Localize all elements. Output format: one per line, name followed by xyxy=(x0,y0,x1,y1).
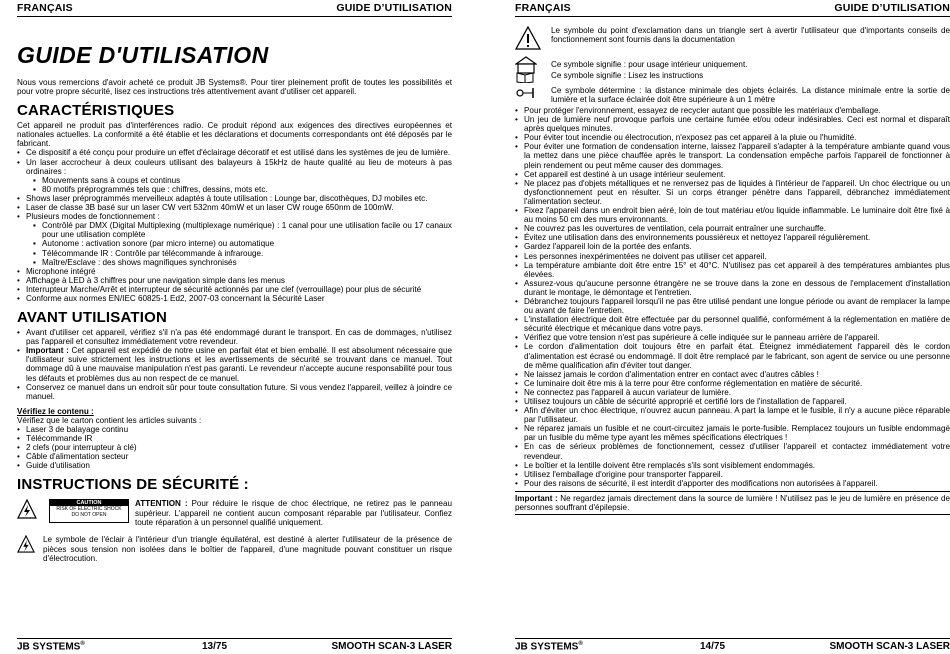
footer-page: 14/75 xyxy=(700,641,726,652)
heading-securite: INSTRUCTIONS DE SÉCURITÉ : xyxy=(17,476,249,494)
list-item: • Ne réparez jamais un fusible et ne court-circuitez jamais le porte-fusible. Remplacez toujours un fusible endommagé par un fusible du même type ayant les mêmes spécifications électriques ! xyxy=(515,424,950,442)
read-text: Ce symbole signifie : Lisez les instructions xyxy=(551,71,704,80)
list-item: • Assurez-vous qu'aucune personne étrangère ne se trouve dans la zone en dessous de l'emplacement d'installation durant le montage, le démontage et l'entretien. xyxy=(515,279,950,297)
important-label: Important : xyxy=(26,346,69,356)
list-item: • Ne laissez jamais le cordon d'alimentation entrer en contact avec d'autres câbles ! xyxy=(515,370,950,379)
list-item: • Utilisez toujours un câble de sécurité approprié et certifié lors de l'installation de l'appareil. xyxy=(515,397,950,406)
footer-model: SMOOTH SCAN-3 LASER xyxy=(331,641,452,652)
list-item: • Guide d'utilisation xyxy=(17,461,452,470)
list-item: • Afin d'éviter un choc électrique, n'ouvrez aucun panneau. A part la lampe et le fusible, il n'y a aucune pièce réparable par l'utilisateur. xyxy=(515,406,950,424)
list-item: • Fixez l'appareil dans un endroit bien aéré, loin de tout matériau et/ou liquide inflammable. Le luminaire doit être fixé à au moins 50 cm des murs environnants. xyxy=(515,206,950,224)
footer-rule xyxy=(17,638,452,639)
list-item: • Pour éviter une formation de condensation interne, laissez l'appareil s'adapter à la température ambiante quand vous la mettez dans une pièce chauffée après le transport. La condensation empêche parfois l'appareil de fonctionner à plein rendement ou peut même causer des dommages. xyxy=(515,142,950,169)
list-item: • Laser 3 de balayage continu xyxy=(17,425,452,434)
left-page xyxy=(12,0,452,654)
list-item: • L'installation électrique doit être effectuée par du personnel qualifié, conformément à la réglementation en matière de sécurité électrique et mécanique dans votre pays. xyxy=(515,315,950,333)
left-content xyxy=(17,42,452,565)
list-item: • Ne couvrez pas les ouvertures de ventilation, cela pourrait entraîner une surchauffe. xyxy=(515,224,950,233)
list-item: • Les personnes inexpérimentées ne doivent pas utiliser cet appareil. xyxy=(515,252,950,261)
list-item: • Ce dispositif a été conçu pour produire un effet d'éclairage décoratif et est utilisé dans les systèmes de jeu de lumière. xyxy=(17,148,452,157)
list-item: • Conforme aux normes EN/IEC 60825-1 Ed2, 2007-03 concernant la Sécurité Laser xyxy=(17,294,452,303)
list-item: • Interrupteur Marche/Arrêt et interrupteur de sécurité actionnés par une clef (verrouillage) pour plus de sécurité xyxy=(17,285,452,294)
header-rule xyxy=(17,16,452,17)
exclamation-block xyxy=(515,26,950,54)
right-page xyxy=(510,0,950,654)
important-text: Cet appareil est expédié de notre usine en parfait état et bien emballé. Il est absolument nécessaire que l'utilisateur suive strictement les instructions et les avertissements de sécurité se trouvant dans ce manuel. Tout dommage dû à une mauvaise manipulation n'est pas garanti. Le revendeur n'accepte aucune responsabilité pour tous les défauts et problèmes dus au non respect de ce manuel. xyxy=(26,346,452,383)
list-item: ▪ Maître/Esclave : des shows magnifiques synchronisés xyxy=(33,258,452,267)
verif-intro: Vérifiez que le carton contient les articles suivants : xyxy=(17,415,202,425)
header-language: FRANÇAIS xyxy=(17,2,73,14)
header-rule xyxy=(515,16,950,17)
caract-list xyxy=(17,148,452,175)
important-label: Important : xyxy=(515,493,558,503)
list-item: • Laser de classe 3B basé sur un laser CW vert 532nm 40mW et un laser CW rouge 650nm de 100mW. xyxy=(17,203,452,212)
list-item: • 2 clefs (pour interrupteur à clé) xyxy=(17,443,452,452)
caract-list-3 xyxy=(17,267,452,303)
list-item: • Gardez l'appareil loin de la portée des enfants. xyxy=(515,242,950,251)
list-item: ▪ 80 motifs préprogrammés tels que : chiffres, dessins, mots etc. xyxy=(33,185,452,194)
list-item: • Ne connectez pas l'appareil à aucun variateur de lumière. xyxy=(515,388,950,397)
header-language: FRANÇAIS xyxy=(515,2,571,14)
list-item: • Un laser accrocheur à deux couleurs utilisant des balayeurs à 15kHz de haute qualité au lieu de moteurs à pas ordinaires : xyxy=(17,158,452,176)
list-item: • La température ambiante doit être entre 15° et 40°C. N'utilisez pas cet appareil à des températures ambiantes plus élevées. xyxy=(515,261,950,279)
list-item: • Plusieurs modes de fonctionnement : xyxy=(17,212,452,221)
intro-paragraph: Nous vous remercions d'avoir acheté ce produit JB Systems®. Pour tirer pleinement profit de toutes les possibilités et pour votre propre sécurité, lisez ces instructions très attentivement avant d'utiliser cet appareil. xyxy=(17,78,452,97)
list-item: • Cet appareil est destiné à un usage intérieur seulement. xyxy=(515,170,950,179)
safety-list xyxy=(515,106,950,488)
avant-list xyxy=(17,328,452,401)
footer-brand: JB SYSTEMS® xyxy=(17,641,85,653)
indoor-block xyxy=(515,56,950,70)
list-item: • Le cordon d'alimentation doit toujours être en parfait état. Éteignez immédiatement l'appareil dès le cordon d'alimentation est écrasé ou endommagé. Il doit être remplacé par le fabricant, son agent de service ou une personne de même qualification afin d'éviter tout danger. xyxy=(515,342,950,369)
list-item: • Débranchez toujours l'appareil lorsqu'il ne pas être utilisé pendant une longue période ou avant de remplacer la lampe ou avant de faire l'entretien. xyxy=(515,297,950,315)
right-footer xyxy=(515,641,950,653)
page-title: GUIDE D'UTILISATION xyxy=(17,42,269,68)
left-header xyxy=(17,2,452,16)
modes-sublist xyxy=(33,221,452,266)
lightning-block xyxy=(17,535,452,565)
list-item: • Pour éviter tout incendie ou électrocution, n'exposez pas cet appareil à la pluie ou l'humidité. xyxy=(515,133,950,142)
left-footer xyxy=(17,641,452,653)
list-item: • Câble d'alimentation secteur xyxy=(17,452,452,461)
caution-block xyxy=(17,499,452,529)
list-item: • Avant d'utiliser cet appareil, vérifiez s'il n'a pas été endommagé durant le transport. En cas de dommages, n'utilisez pas l'appareil et consultez immédiatement votre revendeur. xyxy=(17,328,452,346)
list-item: ▪ Télécommande IR : Contrôle par télécommande à infrarouge. xyxy=(33,249,452,258)
list-item: • Microphone intégré xyxy=(17,267,452,276)
heading-avant-utilisation: AVANT UTILISATION xyxy=(17,309,168,327)
list-item: • Ce luminaire doit être mis à la terre pour être conforme réglementation en matière de sécurité. xyxy=(515,379,950,388)
header-title: GUIDE D’UTILISATION xyxy=(336,2,452,14)
list-item: • Utilisez l'emballage d'origine pour transporter l'appareil. xyxy=(515,470,950,479)
footer-page: 13/75 xyxy=(202,641,228,652)
list-item: • Affichage à LED à 3 chiffres pour une navigation simple dans les menus xyxy=(17,276,452,285)
caract-list-2 xyxy=(17,194,452,221)
header-title: GUIDE D’UTILISATION xyxy=(834,2,950,14)
footer-model: SMOOTH SCAN-3 LASER xyxy=(829,641,950,652)
list-item: • Pour protéger l'environnement, essayez de recycler autant que possible les matériaux d'emballage. xyxy=(515,106,950,115)
heading-caracteristiques: CARACTÉRISTIQUES xyxy=(17,102,175,120)
caract-sublist xyxy=(33,176,452,194)
list-item: ▪ Autonome : activation sonore (par micro interne) ou automatique xyxy=(33,239,452,248)
footer-brand: JB SYSTEMS® xyxy=(515,641,583,653)
contents-list xyxy=(17,425,452,470)
important-text: Ne regardez jamais directement dans la source de lumière ! N'utilisez pas le jeu de lumière en présence de personnes souffrant d'épilepsie. xyxy=(515,493,950,513)
list-item: • Shows laser préprogrammés merveilleux adaptés à toute utilisation : Lounge bar, discothèques, DJ mobiles etc. xyxy=(17,194,452,203)
list-item: • Vérifiez que votre tension n'est pas supérieure à celle indiquée sur le panneau arrière de l'appareil. xyxy=(515,333,950,342)
distance-text: Ce symbole détermine : la distance minimale des objets éclairés. La distance minimale entre la sortie de lumière et la surface éclairée doit être supérieure à un 1 mètre xyxy=(551,86,950,105)
read-block xyxy=(515,71,950,83)
list-item: • Un jeu de lumière neuf provoque parfois une certaine fumée et/ou odeur indésirables. Ceci est normal et disparaît après quelques minutes. xyxy=(515,115,950,133)
verif-title: Vérifiez le contenu : xyxy=(17,406,94,416)
distance-icon xyxy=(515,86,535,100)
right-content xyxy=(515,26,950,515)
attention-text: ATTENTION : Pour réduire le risque de choc électrique, ne retirez pas le panneau supérieur. L'appareil ne contient aucun composant réparable par l'utilisateur. Confiez toute réparation à un personnel qualifié uniquement. xyxy=(135,499,452,527)
list-item: • Évitez une utilisation dans des environnements poussiéreux et nettoyez l'appareil régulièrement. xyxy=(515,233,950,242)
list-item: • Le boîtier et la lentille doivent être remplacés s'ils sont visiblement endommagés. xyxy=(515,461,950,470)
list-item: • En cas de sérieux problèmes de fonctionnement, cessez d'utiliser l'appareil et contactez immédiatement votre revendeur. xyxy=(515,442,950,460)
caution-label-icon: CAUTION RISK OF ELECTRIC SHOCK DO NOT OPEN xyxy=(49,499,129,523)
caract-intro: Cet appareil ne produit pas d'interférences radio. Ce produit répond aux exigences des directives européennes et nationales actuelles. La conformité a été établie et les déclarations et documents correspondants ont été déposés par le fabricant. xyxy=(17,121,452,149)
lightning-triangle-icon xyxy=(17,499,37,527)
list-item: • Ne placez pas d'objets métalliques et ne renversez pas de liquides à l'intérieur de l'appareil. Un choc électrique ou un dysfonctionnement peut en résulter. Si un corps étranger pénètre dans l'appareil, débranchez immédiatement l'alimentation secteur. xyxy=(515,179,950,206)
list-item: • Pour des raisons de sécurité, il est interdit d'apporter des modifications non autorisées à l'appareil. xyxy=(515,479,950,488)
exclamation-triangle-icon xyxy=(515,26,541,50)
exclamation-text: Le symbole du point d'exclamation dans un triangle sert à avertir l'utilisateur que d'importants conseils de fonctionnement sont fournis dans la documentation xyxy=(551,26,950,45)
list-item: • Conservez ce manuel dans un endroit sûr pour toute consultation future. Si vous vendez l'appareil, veillez à joindre ce manuel. xyxy=(17,383,452,401)
list-item: ▪ Contrôlé par DMX (Digital Multiplexing (multiplexage numérique) : 1 canal pour une utilisation facile ou 17 canaux pour une utilisation complète xyxy=(33,221,452,239)
list-item xyxy=(17,346,452,382)
list-item: ▪ Mouvements sans à coups et continus xyxy=(33,176,452,185)
important-notice xyxy=(515,491,950,515)
read-book-icon xyxy=(515,71,535,83)
distance-block xyxy=(515,86,950,106)
right-header xyxy=(515,2,950,16)
indoor-text: Ce symbole signifie : pour usage intérieur uniquement. xyxy=(551,60,748,69)
footer-rule xyxy=(515,638,950,639)
list-item: • Télécommande IR xyxy=(17,434,452,443)
lightning-text: Le symbole de l'éclair à l'intérieur d'un triangle équilatéral, est destiné à alerter l'utilisateur de la présence de pièces sous tension non isolées dans le boîtier de l'appareil, d'une magnitude pouvant constituer un risque d'électrocution. xyxy=(43,535,452,563)
